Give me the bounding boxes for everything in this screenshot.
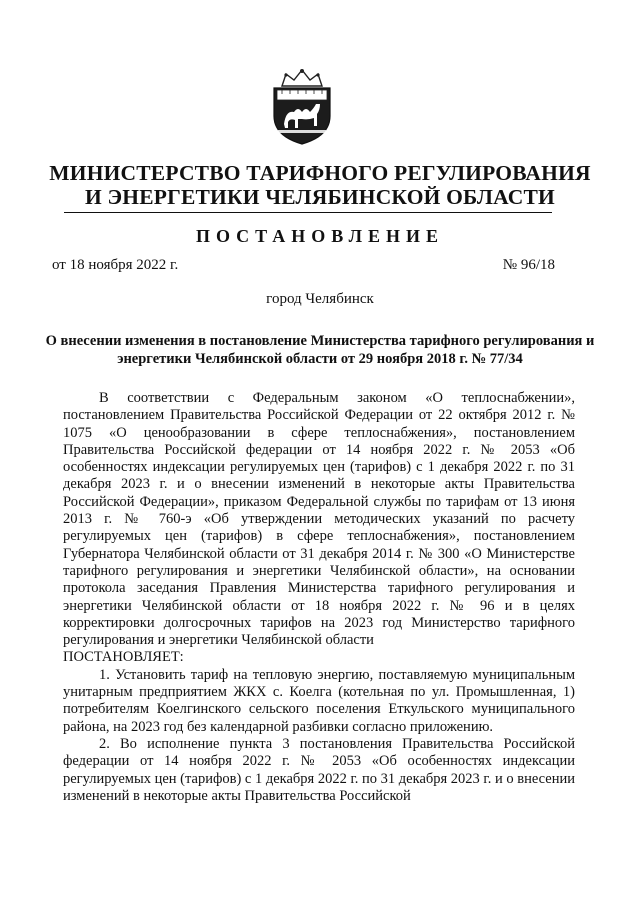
document-city: город Челябинск bbox=[266, 291, 374, 307]
document-date: от 18 ноября 2022 г. bbox=[52, 257, 179, 273]
document-body bbox=[63, 390, 575, 805]
ministry-name-line2: И ЭНЕРГЕТИКИ ЧЕЛЯБИНСКОЙ ОБЛАСТИ bbox=[85, 185, 555, 209]
document-number: № 96/18 bbox=[502, 257, 555, 273]
item-2-paragraph: 2. Во исполнение пункта 3 постановления Правительства Российской федерации от 14 ноября 2022 г. № 2053 «Об особенностях индексации регулируемых цен (тарифов) с 1 декабря 2022 г. по 31 декабря 2023 г. и о внесении изменений в некоторые акты Правительства Российской bbox=[63, 735, 575, 804]
header-divider bbox=[64, 212, 552, 213]
ministry-name-line1: МИНИСТЕРСТВО ТАРИФНОГО РЕГУЛИРОВАНИЯ bbox=[49, 161, 591, 185]
preamble-paragraph: В соответствии с Федеральным законом «О теплоснабжении», постановлением Правительства Российской Федерации от 22 октября 2012 г. № 1075 «О ценообразовании в сфере теплоснабжения», постановлением Правительства Российской федерации от 14 ноября 2022 г. № 2053 «Об особенностях индексации регулируемых цен (тарифов) с 1 декабря 2022 г. по 31 декабря 2023 г. и о внесении изменений в некоторые акты Правительства Российской Федерации», приказом Федеральной службы по тарифам от 13 июня 2013 г. № 760-э «Об утверждении методических указаний по расчету регулируемых цен (тарифов) в сфере теплоснабжения», постановлением Губернатора Челябинской области от 31 декабря 2014 г. № 300 «О Министерстве тарифного регулирования и энергетики Челябинской области», на основании протокола заседания Правления Министерства тарифного регулирования и энергетики Челябинской области от 18 ноября 2022 г. № 96 и в целях корректировки долгосрочных тарифов на 2023 год Министерство тарифного регулирования и энергетики Челябинской области bbox=[63, 390, 575, 649]
directive-word: ПОСТАНОВЛЯЕТ: bbox=[63, 649, 184, 666]
document-title: О внесении изменения в постановление Министерства тарифного регулирования и энергетики Челябинской области от 29 ноября 2018 г. № 77/34 bbox=[45, 333, 595, 367]
document-type: ПОСТАНОВЛЕНИЕ bbox=[195, 226, 445, 246]
chelyabinsk-coat-of-arms-icon bbox=[268, 66, 336, 146]
item-1-paragraph: 1. Установить тариф на тепловую энергию, поставляемую муниципальным унитарным предприятием ЖКХ с. Коелга (котельная по ул. Промышленная, 1) потребителям Коелгинского сельского поселения Еткульского муниципального района, на 2023 год без календарной разбивки согласно приложению. bbox=[63, 666, 575, 735]
